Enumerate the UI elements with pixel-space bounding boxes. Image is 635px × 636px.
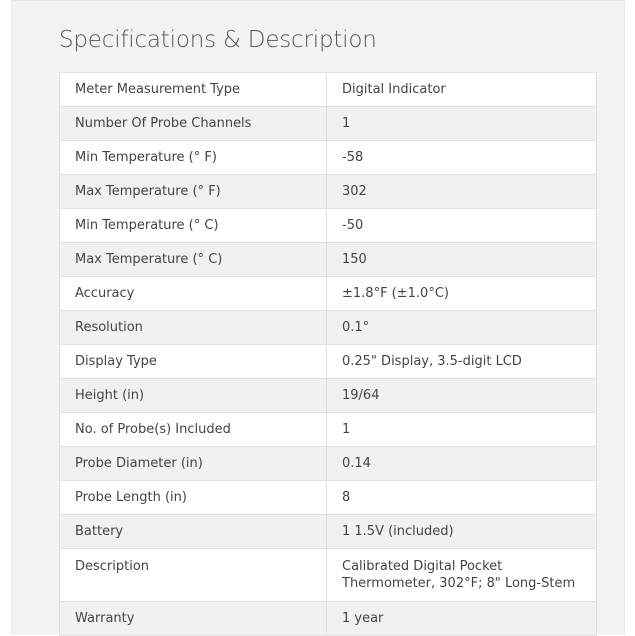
spec-value: 8 <box>327 481 597 515</box>
spec-row-meter-measurement-type <box>60 73 597 107</box>
spec-label: Min Temperature (° F) <box>60 141 327 175</box>
spec-label: Description <box>60 549 327 602</box>
spec-value: Calibrated Digital Pocket Thermometer, 302°F; 8" Long-Stem <box>327 549 597 602</box>
spec-value: 1 1.5V (included) <box>327 515 597 549</box>
spec-value: 1 <box>327 413 597 447</box>
spec-label: Number Of Probe Channels <box>60 107 327 141</box>
spec-label: Display Type <box>60 345 327 379</box>
section-title: Specifications & Description <box>59 27 377 53</box>
spec-label: Height (in) <box>60 379 327 413</box>
spec-value: 302 <box>327 175 597 209</box>
spec-label: No. of Probe(s) Included <box>60 413 327 447</box>
spec-value: -50 <box>327 209 597 243</box>
spec-label: Meter Measurement Type <box>60 73 327 107</box>
spec-label: Probe Length (in) <box>60 481 327 515</box>
spec-row-probe-length <box>60 481 597 515</box>
spec-row-max-temperature-f <box>60 175 597 209</box>
spec-label: Probe Diameter (in) <box>60 447 327 481</box>
spec-row-probes-included <box>60 413 597 447</box>
spec-row-min-temperature-f <box>60 141 597 175</box>
spec-label: Battery <box>60 515 327 549</box>
spec-label: Max Temperature (° F) <box>60 175 327 209</box>
spec-value: 19/64 <box>327 379 597 413</box>
spec-label: Resolution <box>60 311 327 345</box>
spec-row-description <box>60 549 597 602</box>
spec-value: 0.14 <box>327 447 597 481</box>
spec-value: 0.1° <box>327 311 597 345</box>
spec-label: Min Temperature (° C) <box>60 209 327 243</box>
spec-row-accuracy <box>60 277 597 311</box>
specifications-table <box>59 72 597 636</box>
spec-row-height <box>60 379 597 413</box>
spec-row-display-type <box>60 345 597 379</box>
spec-row-max-temperature-c <box>60 243 597 277</box>
spec-row-number-of-probe-channels <box>60 107 597 141</box>
spec-value: -58 <box>327 141 597 175</box>
spec-value: Digital Indicator <box>327 73 597 107</box>
spec-label: Max Temperature (° C) <box>60 243 327 277</box>
spec-row-warranty <box>60 602 597 636</box>
spec-value: ±1.8°F (±1.0°C) <box>327 277 597 311</box>
spec-label: Warranty <box>60 602 327 636</box>
spec-value: 0.25" Display, 3.5-digit LCD <box>327 345 597 379</box>
spec-row-probe-diameter <box>60 447 597 481</box>
spec-row-battery <box>60 515 597 549</box>
spec-label: Accuracy <box>60 277 327 311</box>
spec-value: 150 <box>327 243 597 277</box>
spec-value: 1 <box>327 107 597 141</box>
spec-row-resolution <box>60 311 597 345</box>
spec-row-min-temperature-c <box>60 209 597 243</box>
spec-value: 1 year <box>327 602 597 636</box>
